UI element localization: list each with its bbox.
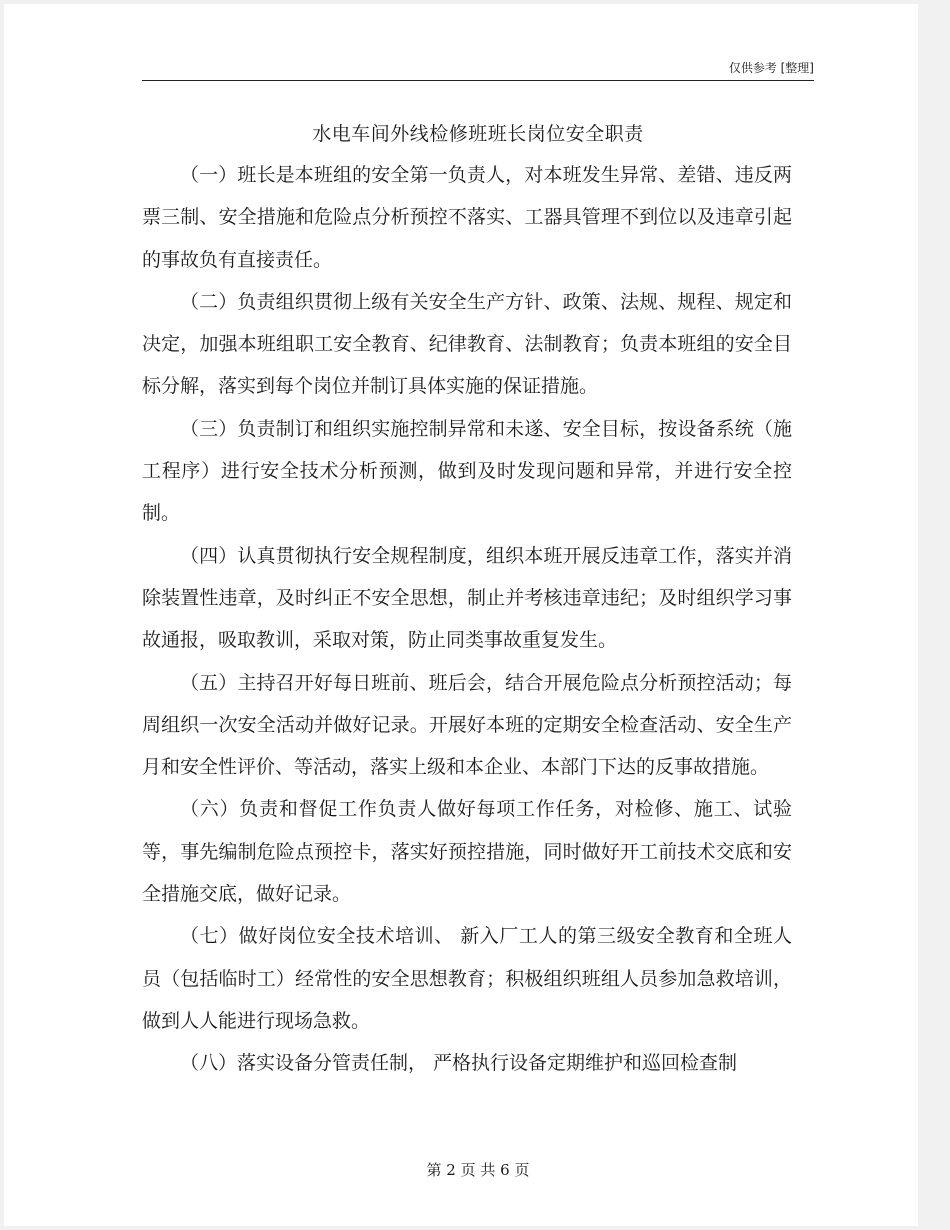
document-title: 水电车间外线检修班班长岗位安全职责 (312, 123, 644, 145)
document-page (4, 4, 918, 1226)
paragraph: （一）班长是本班组的安全第一负责人，对本班发生异常、差错、违反两票三制、安全措施和危险点分析预控不落实、工器具管理不到位以及违章引起的事故负有直接责任。 (142, 164, 792, 271)
paragraph: （二）负责组织贯彻上级有关安全生产方针、政策、法规、规程、规定和决定，加强本班组职工安全教育、纪律教育、法制教育；负责本班组的安全目标分解，落实到每个岗位并制订具体实施的保证措施。 (142, 290, 792, 398)
paragraph: （八）落实设备分管责任制， 严格执行设备定期维护和巡回检查制 (180, 1052, 738, 1075)
paragraph: （四）认真贯彻执行安全规程制度，组织本班开展反违章工作，落实并消除装置性违章，及时纠正不安全思想，制止并考核违章违纪；及时组织学习事故通报，吸取教训，采取对策，防止同类事故重复发生。 (142, 544, 792, 652)
document-body (142, 154, 792, 1085)
paragraph: （七）做好岗位安全技术培训、 新入厂工人的第三级安全教育和全班人员（包括临时工）经常性的安全思想教育；积极组织班组人员参加急救培训，做到人人能进行现场急救。 (142, 925, 792, 1032)
paragraph: （三）负责制订和组织实施控制异常和未遂、安全目标，按设备系统（施工程序）进行安全技术分析预测，做到及时发现问题和异常，并进行安全控制。 (142, 417, 792, 525)
page-number: 第 2 页 共 6 页 (426, 1161, 530, 1179)
header-divider (142, 80, 814, 81)
paragraph: （六）负责和督促工作负责人做好每项工作任务，对检修、施工、试验等，事先编制危险点预控卡，落实好预控措施，同时做好开工前技术交底和安全措施交底，做好记录。 (142, 798, 792, 906)
paragraph: （五）主持召开好每日班前、班后会，结合开展危险点分析预控活动；每周组织一次安全活动并做好记录。开展好本班的定期安全检查活动、安全生产月和安全性评价、等活动，落实上级和本企业、本部门下达的反事故措施。 (142, 671, 792, 779)
header-note: 仅供参考 [整理] (728, 61, 814, 75)
